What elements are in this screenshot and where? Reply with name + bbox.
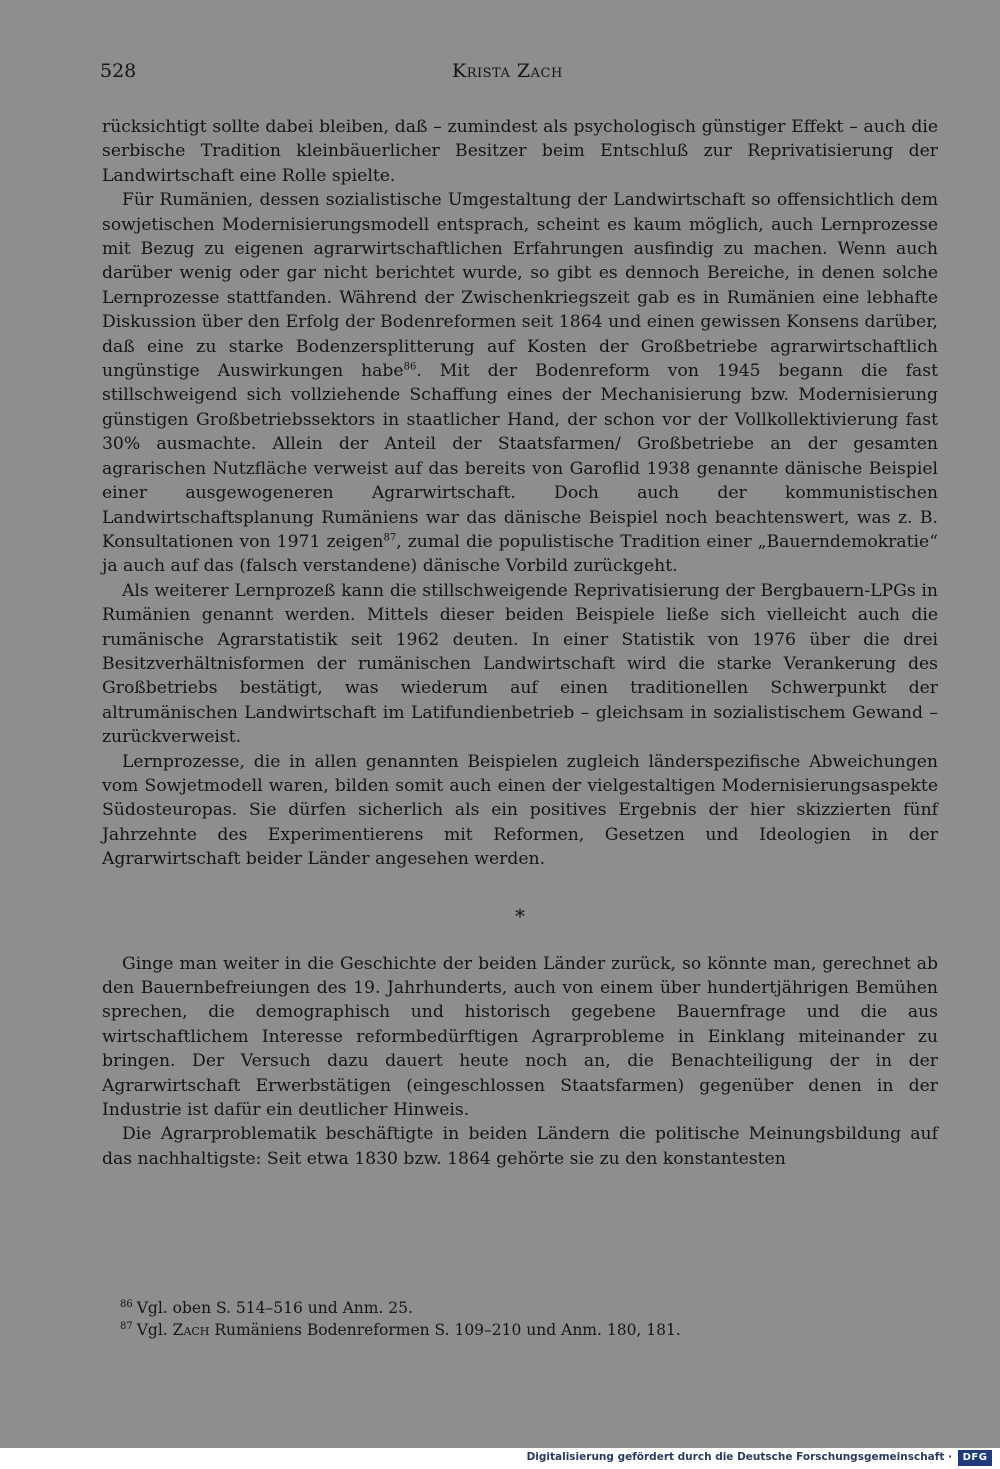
paragraph-1 [102,115,938,188]
footnote-number: 87 [120,1320,133,1332]
paragraph-5 [102,952,938,1123]
paragraph-text: Für Rumänien, dessen sozialistische Umgestaltung der Landwirtschaft so offensichtlich dem sowjetischen Modernisierungsmodell entsprach, scheint es kaum möglich, auch Lernprozesse mit Bezug zu eigenen agrarwirtschaftlichen Erfahrungen ausfindig zu machen. Wenn auch darüber wenig oder gar nicht berichtet wurde, so gibt es dennoch Bereiche, in denen solche Lernprozesse stattfanden. Während der Zwischenkriegszeit gab es in Rumänien eine lebhafte Diskussion über den Erfolg der Bodenreformen seit 1864 und einen gewissen Konsens darüber, daß eine zu starke Bodenzersplitterung auf Kosten der Großbetriebe agrarwirtschaftlich ungünstige Auswirkungen habe [102,190,938,382]
footnote-ref-86[interactable]: 86 [403,361,417,373]
footnotes [120,1297,940,1341]
page-number: 528 [100,60,137,82]
digitization-footer [0,1448,1000,1469]
running-head [100,60,940,88]
paragraph-text: Als weiterer Lernprozeß kann die stillschweigende Reprivatisierung der Bergbauern-LPGs in Rumänien genannt werden. Mittels dieser beiden Beispiele ließe sich vielleicht auch die rumänische Agrarstatistik seit 1962 deuten. In einer Statistik von 1976 über die drei Besitzverhältnisformen der rumänischen Landwirtschaft wird die starke Verankerung des Großbetriebs bestätigt, was wiederum auf einen traditionellen Schwerpunkt der altrumänischen Landwirtschaft im Latifundienbetrieb – gleichsam in sozialistischem Gewand – zurückverweist. [102,580,938,748]
dfg-logo-icon: DFG [958,1450,992,1466]
paragraph-text: rücksichtigt sollte dabei bleiben, daß – zumindest als psychologisch günstiger Effekt – auch die serbische Tradition kleinbäuerlicher Besitzer beim Entschluß zur Reprivatisierung der Landwirtschaft eine Rolle spielte. [102,117,938,186]
running-author: Krista Zach [452,60,563,82]
footnote-number: 86 [120,1298,133,1310]
paragraph-text: , zumal die populistische Tradition einer „Bauerndemokratie“ ja auch auf das (falsch verstandene) dänische Vorbild zurückgeht. [102,531,938,577]
footnote-prefix: Vgl. [136,1321,173,1339]
paragraph-text: Lernprozesse, die in allen genannten Beispielen zugleich länderspezifische Abweichungen vom Sowjetmodell waren, bilden somit auch einen der vielgestaltigen Modernisierungsaspekte Südosteuropas. Sie dürfen sicherlich als ein positives Ergebnis der hier skizzierten fünf Jahrzehnte des Experimentierens mit Reformen, Gesetzen und Ideologien in der Agrarwirtschaft beider Länder angesehen werden. [102,751,938,870]
footnote-87 [120,1319,940,1341]
paragraph-6 [102,1122,938,1171]
body-text [102,115,938,1171]
footnote-86 [120,1297,940,1319]
footnote-text: Vgl. oben S. 514–516 und Anm. 25. [136,1299,413,1317]
footnote-text: Rumäniens Bodenreformen S. 109–210 und Anm. 180, 181. [209,1321,681,1339]
funding-credit: Digitalisierung gefördert durch die Deutsche Forschungsgemeinschaft · [526,1451,952,1463]
paragraph-4 [102,750,938,872]
footnote-author: Zach [172,1321,210,1339]
paragraph-3 [102,579,938,750]
paragraph-text: Die Agrarproblematik beschäftigte in beiden Ländern die politische Meinungsbildung auf das nachhaltigste: Seit etwa 1830 bzw. 1864 gehörte sie zu den konstantesten [102,1124,938,1169]
footnote-ref-87[interactable]: 87 [383,532,397,544]
paragraph-text: . Mit der Bodenreform von 1945 begann die fast stillschweigend sich vollziehende Schaffung eines der Mechanisierung bzw. Modernisierung günstigen Großbetriebssektors in staatlicher Hand, der schon vor der Vollkollektivierung fast 30% ausmachte. Allein der Anteil der Staatsfarmen/ Großbetriebe an der gesamten agrarischen Nutzfläche verweist auf das bereits von Garoflid 1938 genannte dänische Beispiel einer ausgewogeneren Agrarwirtschaft. Doch auch der kommunistischen Landwirtschaftsplanung Rumäniens war das dänische Beispiel noch beachtenswert, was z. B. Konsultationen von 1971 zeigen [102,361,938,552]
section-separator: * [515,903,525,928]
paragraph-2 [102,188,938,579]
paragraph-text: Ginge man weiter in die Geschichte der beiden Länder zurück, so könnte man, gerechnet ab den Bauernbefreiungen des 19. Jahrhunderts, auch von einem über hundertjährigen Bemühen sprechen, die demographisch und historisch gegebene Bauernfrage und die aus wirtschaftlichem Interesse reformbedürftigen Agrarprobleme in Einklang miteinander zu bringen. Der Versuch dazu dauert heute noch an, die Benachteiligung der in der Agrarwirtschaft Erwerbstätigen (eingeschlossen Staatsfarmen) gegenüber denen in der Industrie ist dafür ein deutlicher Hinweis. [102,953,938,1121]
